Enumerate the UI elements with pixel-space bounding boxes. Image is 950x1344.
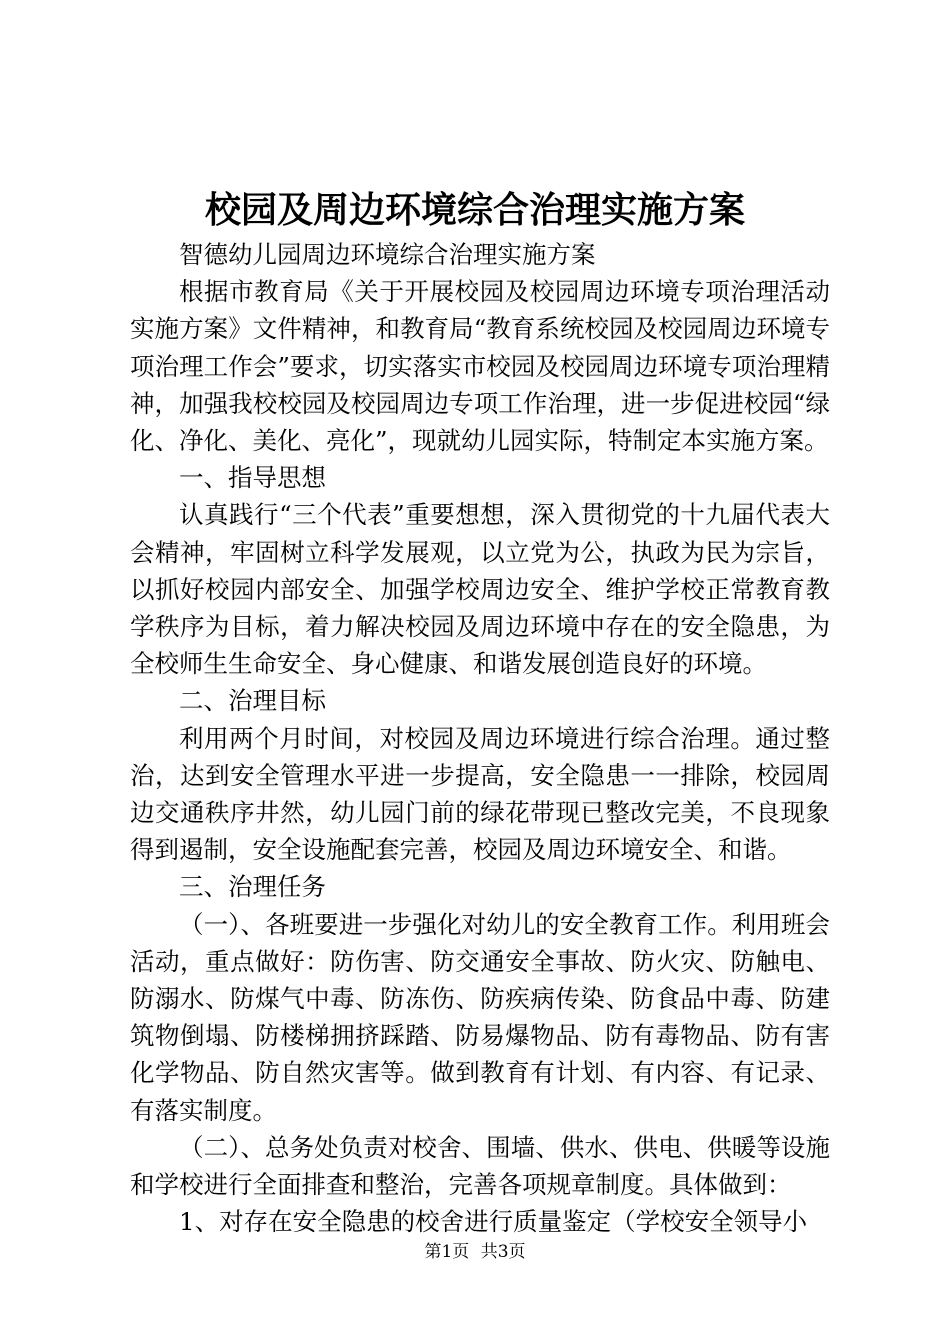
document-body	[130, 236, 830, 1240]
section-heading-guiding-thought: 一、指导思想	[179, 463, 326, 493]
intro-paragraph: 根据市教育局《关于开展校园及校园周边环境专项治理活动实施方案》文件精神，和教育局“教育系统校园及校园周边环境专项治理工作会”要求，切实落实市校园及校园周边环境专项治理精神，加强我校校园及校园周边专项工作治理，进一步促进校园“绿化、净化、美化、亮化”，现就幼儿园实际，特制定本实施方案。	[130, 277, 830, 456]
section-heading-tasks: 三、治理任务	[179, 872, 326, 902]
page-footer: 第1页 共3页	[424, 1242, 526, 1262]
subtitle-paragraph: 智德幼儿园周边环境综合治理实施方案	[179, 240, 596, 269]
guiding-thought-paragraph: 认真践行“三个代表”重要想想，深入贯彻党的十九届代表大会精神，牢固树立科学发展观，以立党为公，执政为民为宗旨，以抓好校园内部安全、加强学校周边安全、维护学校正常教育教学秩序为目标，着力解决校园及周边环境中存在的安全隐患，为全校师生生命安全、身心健康、和谐发展创造良好的环境。	[130, 500, 830, 679]
task-item-1: （一）、各班要进一步强化对幼儿的安全教育工作。利用班会活动，重点做好：防伤害、防交通安全事故、防火灾、防触电、防溺水、防煤气中毒、防冻伤、防疾病传染、防食品中毒、防建筑物倒塌、防楼梯拥挤踩踏、防易爆物品、防有毒物品、防有害化学物品、防自然灾害等。做到教育有计划、有内容、有记录、有落实制度。	[130, 909, 830, 1125]
document-title: 校园及周边环境综合治理实施方案	[204, 189, 745, 231]
section-heading-goal: 二、治理目标	[179, 686, 326, 716]
goal-paragraph: 利用两个月时间，对校园及周边环境进行综合治理。通过整治，达到安全管理水平进一步提高，安全隐患一一排除，校园周边交通秩序井然，幼儿园门前的绿花带现已整改完美，不良现象得到遏制，安全设施配套完善，校园及周边环境安全、和谐。	[130, 723, 830, 865]
task-item-2: （二）、总务处负责对校舍、围墙、供水、供电、供暖等设施和学校进行全面排查和整治，完善各项规章制度。具体做到：	[130, 1132, 830, 1200]
task-subitem-1: 1、对存在安全隐患的校舍进行质量鉴定（学校安全领导小	[179, 1207, 808, 1237]
